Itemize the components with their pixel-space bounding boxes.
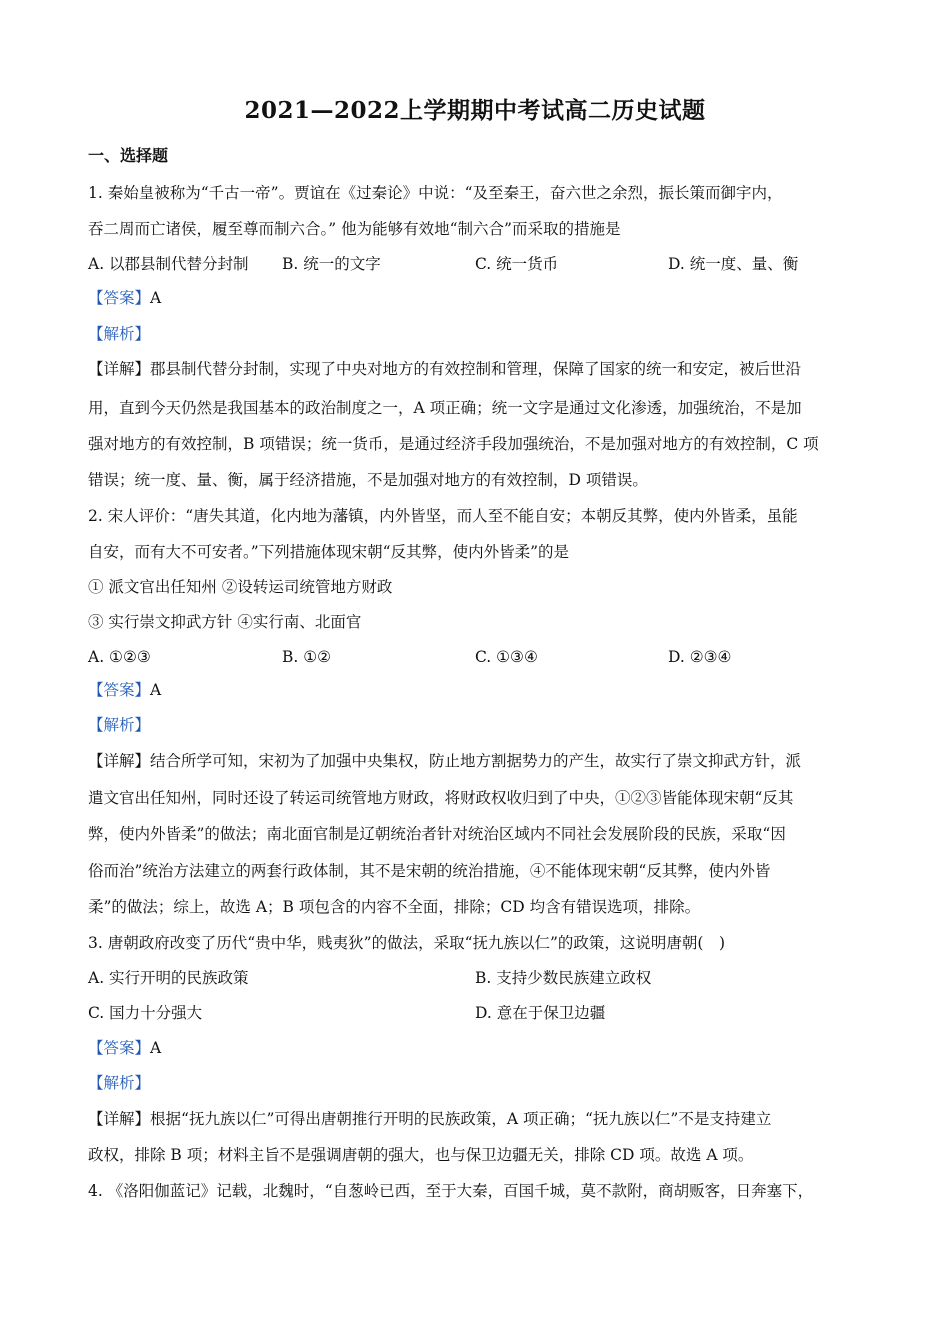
q2-item-line2: ③ 实行崇文抑武方针 ④实行南、北面官 (88, 613, 362, 631)
q3-option-c: C. 国力十分强大 (88, 1004, 203, 1022)
q2-detail-line4: 俗而治”统治方法建立的两套行政体制，其不是宋朝的统治措施，④不能体现宋朝“反其弊，使内外皆 (88, 862, 771, 880)
q2-stem-line2: 自安，而有大不可安者。”下列措施体现宋朝“反其弊，使内外皆柔”的是 (88, 543, 570, 561)
q2-detail-text1: 结合所学可知，宋初为了加强中央集权，防止地方割据势力的产生，故实行了崇文抑武方针，派 (150, 752, 802, 770)
q3-option-d: D. 意在于保卫边疆 (475, 1004, 606, 1022)
q1-analysis (88, 324, 150, 344)
q2-detail-line1 (88, 751, 801, 771)
q2-stem-line1: 2. 宋人评价：“唐失其道，化内地为藩镇，内外皆坚，而人至不能自安；本朝反其弊，使内外皆柔，虽能 (88, 507, 798, 525)
q4-stem-line1: 4. 《洛阳伽蓝记》记载，北魏时，“自葱岭已西，至于大秦，百国千城，莫不款附，商胡贩客，日奔塞下， (88, 1182, 814, 1200)
q2-analysis (88, 715, 150, 735)
q1-detail-line3: 强对地方的有效控制，B 项错误；统一货币，是通过经济手段加强统治，不是加强对地方的有效控制，C 项 (88, 435, 819, 453)
detail-tag: 【详解】 (88, 1110, 151, 1128)
q3-answer-value: A (150, 1039, 162, 1057)
answer-tag: 【答案】 (88, 1039, 151, 1057)
q2-answer-value: A (150, 681, 162, 699)
q3-option-a: A. 实行开明的民族政策 (88, 969, 249, 987)
q1-detail-line4: 错误；统一度、量、衡，属于经济措施，不是加强对地方的有效控制，D 项错误。 (88, 471, 648, 489)
q2-detail-line2: 遣文官出任知州，同时还设了转运司统管地方财政，将财政权收归到了中央，①②③皆能体现宋朝“反其 (88, 789, 794, 807)
q2-option-a: A. ①②③ (88, 648, 151, 666)
answer-tag: 【答案】 (88, 289, 151, 307)
q3-answer (88, 1038, 161, 1058)
page-title: 2021—2022上学期期中考试高二历史试题 (244, 97, 706, 124)
answer-tag: 【答案】 (88, 681, 151, 699)
q1-detail-text1: 郡县制代替分封制，实现了中央对地方的有效控制和管理，保障了国家的统一和安定，被后世沿 (150, 360, 802, 378)
analysis-tag: 【解析】 (88, 716, 151, 734)
q1-option-a: A. 以郡县制代替分封制 (88, 255, 249, 273)
q2-answer (88, 680, 161, 700)
q1-option-c: C. 统一货币 (475, 255, 559, 273)
q2-option-b: B. ①② (282, 648, 332, 666)
q3-detail-text1: 根据“抚九族以仁”可得出唐朝推行开明的民族政策，A 项正确；“抚九族以仁”不是支持建立 (150, 1110, 772, 1128)
q2-option-c: C. ①③④ (475, 648, 538, 666)
q1-option-b: B. 统一的文字 (282, 255, 381, 273)
q1-stem-line1: 1. 秦始皇被称为“千古一帝”。贾谊在《过秦论》中说：“及至秦王，奋六世之余烈，振长策而御宇内， (88, 184, 783, 202)
analysis-tag: 【解析】 (88, 1074, 151, 1092)
q1-detail-line2: 用，直到今天仍然是我国基本的政治制度之一，A 项正确；统一文字是通过文化渗透，加强统治，不是加 (88, 399, 802, 417)
q2-detail-line3: 弊，使内外皆柔”的做法；南北面官制是辽朝统治者针对统治区域内不同社会发展阶段的民族，采取“因 (88, 825, 786, 843)
q2-item-line1: ① 派文官出任知州 ②设转运司统管地方财政 (88, 578, 393, 596)
q2-detail-line5: 柔”的做法；综上，故选 A；B 项包含的内容不全面，排除；CD 均含有错误选项，排除。 (88, 898, 701, 916)
q1-answer (88, 288, 161, 308)
q1-detail-line1 (88, 359, 801, 379)
q3-detail-line2: 政权，排除 B 项；材料主旨不是强调唐朝的强大，也与保卫边疆无关，排除 CD 项。故选 A 项。 (88, 1146, 754, 1164)
q3-detail-line1 (88, 1109, 771, 1129)
q3-analysis (88, 1073, 150, 1093)
section-heading: 一、选择题 (88, 146, 169, 165)
q3-option-b: B. 支持少数民族建立政权 (475, 969, 652, 987)
detail-tag: 【详解】 (88, 360, 151, 378)
q2-option-d: D. ②③④ (668, 648, 732, 666)
q3-stem-line1: 3. 唐朝政府改变了历代“贵中华，贱夷狄”的做法，采取“抚九族以仁”的政策，这说明唐朝( ) (88, 934, 726, 952)
q1-stem-line2: 吞二周而亡诸侯，履至尊而制六合。” 他为能够有效地“制六合”而采取的措施是 (88, 220, 621, 238)
q1-answer-value: A (150, 289, 162, 307)
detail-tag: 【详解】 (88, 752, 151, 770)
q1-option-d: D. 统一度、量、衡 (668, 255, 799, 273)
analysis-tag: 【解析】 (88, 325, 151, 343)
